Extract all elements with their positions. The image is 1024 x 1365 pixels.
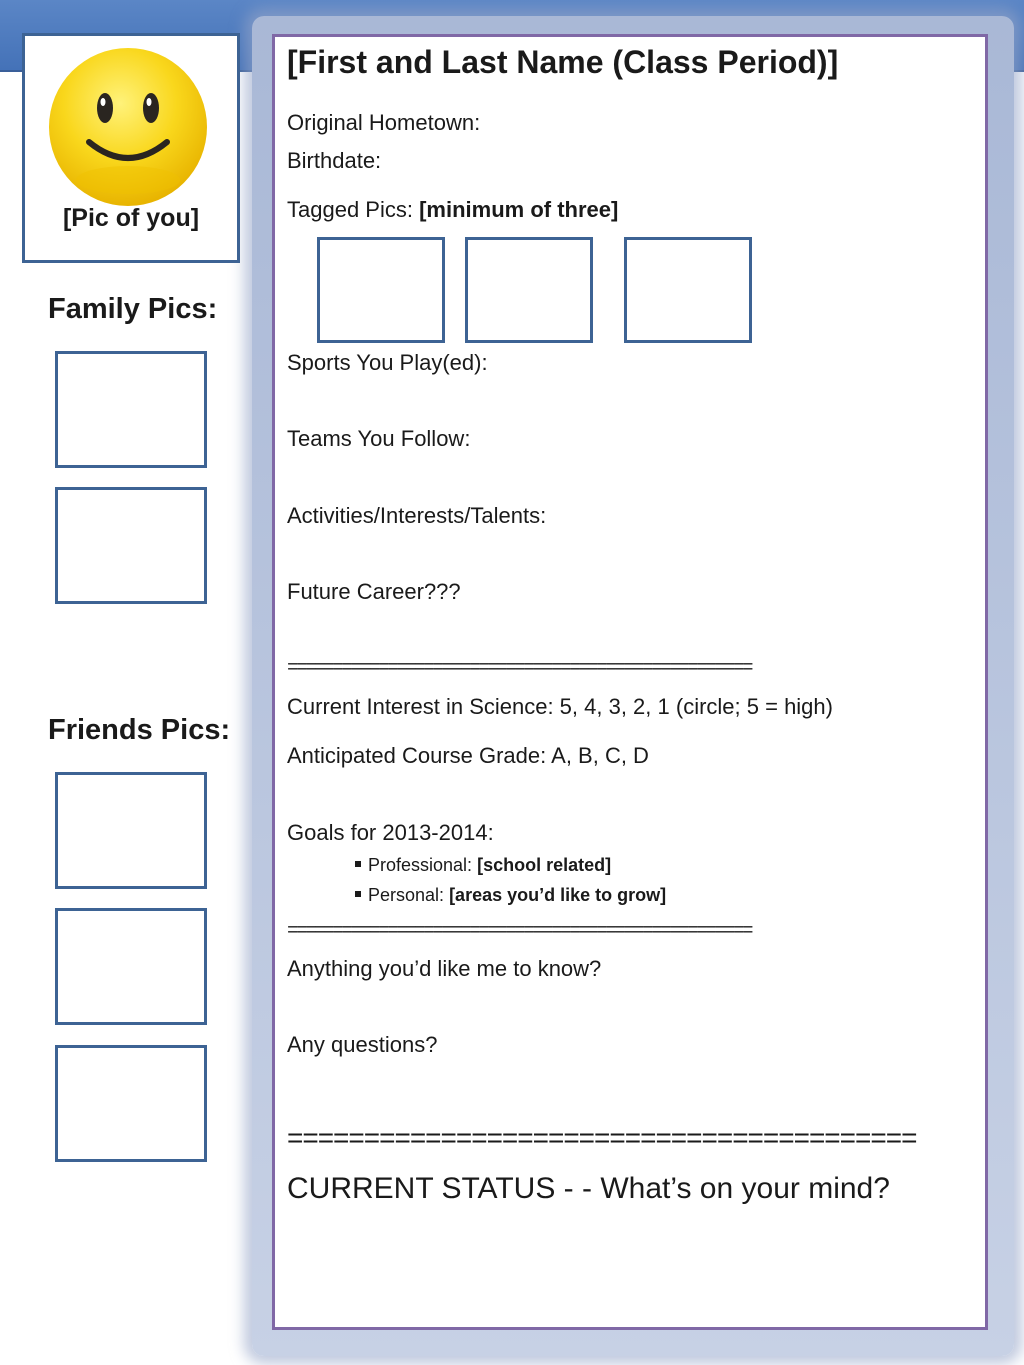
goal-personal-label: Personal: xyxy=(368,885,445,905)
family-pics-heading: Family Pics: xyxy=(48,293,218,325)
sports-field: Sports You Play(ed): xyxy=(287,350,488,375)
goal-professional-note: [school related] xyxy=(477,855,612,875)
anything-field: Anything you’d like me to know? xyxy=(287,956,602,981)
career-field: Future Career??? xyxy=(287,579,461,604)
friends-pics-heading: Friends Pics: xyxy=(48,714,231,746)
family-pic-slot-2[interactable] xyxy=(55,487,207,604)
tagged-pic-slot-1[interactable] xyxy=(317,237,445,343)
separator-1: =================================================== xyxy=(287,657,752,679)
hometown-field: Original Hometown: xyxy=(287,110,481,135)
friends-pic-slot-1[interactable] xyxy=(55,772,207,889)
separator-3: ========================================= xyxy=(287,1122,917,1153)
science-interest-field: Current Interest in Science: 5, 4, 3, 2, 1 (circle; 5 = high) xyxy=(287,694,833,719)
questions-field: Any questions? xyxy=(287,1032,438,1057)
profile-pic-label: [Pic of you] xyxy=(62,204,200,232)
separator-2: =================================================== xyxy=(287,920,752,942)
goal-personal xyxy=(355,885,666,906)
goals-field: Goals for 2013-2014: xyxy=(287,820,494,845)
family-pic-slot-1[interactable] xyxy=(55,351,207,468)
birthdate-field: Birthdate: xyxy=(287,148,382,173)
course-grade-field: Anticipated Course Grade: A, B, C, D xyxy=(287,743,649,768)
tagged-pics-label: Tagged Pics: xyxy=(287,197,413,222)
friends-pic-slot-2[interactable] xyxy=(55,908,207,1025)
friends-pic-slot-3[interactable] xyxy=(55,1045,207,1162)
tagged-pics-note: [minimum of three] xyxy=(419,197,619,222)
activities-field: Activities/Interests/Talents: xyxy=(287,503,547,528)
smiley-face-icon xyxy=(47,46,209,208)
tagged-pic-slot-3[interactable] xyxy=(624,237,752,343)
profile-pic-box[interactable] xyxy=(22,33,240,263)
bullet-icon xyxy=(355,891,361,897)
tagged-pic-slot-2[interactable] xyxy=(465,237,593,343)
goal-professional-label: Professional: xyxy=(368,855,473,875)
current-status: CURRENT STATUS - - What’s on your mind? xyxy=(287,1172,890,1205)
tagged-pics-line xyxy=(287,197,618,223)
bullet-icon xyxy=(355,861,361,867)
teams-field: Teams You Follow: xyxy=(287,426,471,451)
goal-personal-note: [areas you’d like to grow] xyxy=(449,885,667,905)
goal-professional xyxy=(355,855,611,876)
name-title: [First and Last Name (Class Period)] xyxy=(287,44,839,80)
